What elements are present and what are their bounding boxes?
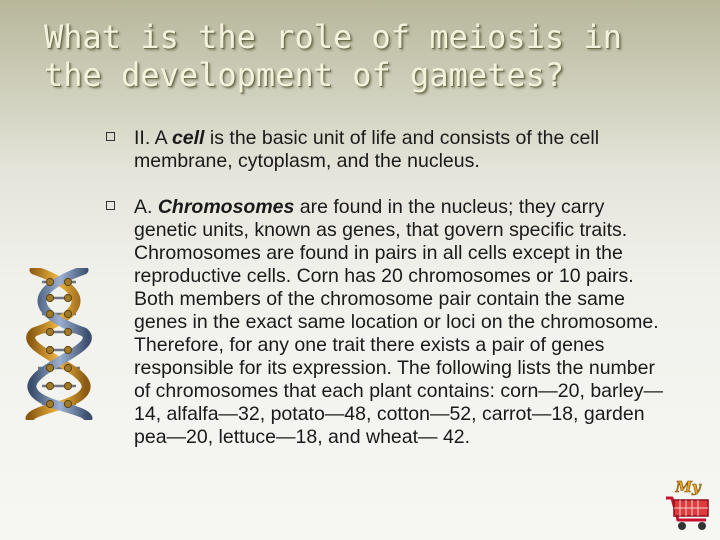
shopping-cart-logo — [662, 476, 714, 534]
dna-helix-illustration — [20, 268, 100, 420]
bullet-item — [104, 196, 664, 449]
slide-title: What is the role of meiosis in the development of gametes? — [44, 18, 622, 94]
cart-logo-text: My — [675, 478, 701, 496]
bullet-item — [104, 127, 664, 173]
bullet-prefix: A. — [134, 196, 158, 218]
square-bullet-icon — [106, 201, 115, 210]
bullet-term: Chromosomes — [157, 196, 295, 218]
bullet-term: cell — [171, 127, 205, 149]
square-bullet-icon — [106, 132, 115, 141]
bullet-prefix: II. A — [134, 127, 172, 149]
bullet-text: is the basic unit of life and consists of the cell membrane, cytoplasm, and the nucleus. — [134, 127, 600, 172]
bullet-text: are found in the nucleus; they carry genetic units, known as genes, that govern specific traits. Chromosomes are found in pairs in all cells except in the reproductive cells. Corn has 20 chromosomes or 10 pairs. Both members of the chromosome pair contain the same genes in the exact same location or loci on the chromosome. Therefore, for any one trait there exists a pair of genes responsible for its expression. The following lists the number of chromosomes that each plant contains: corn—20, barley—14, alfalfa—32, potato—48, cotton—52, carrot—18, garden pea—20, lettuce—18, and wheat— 42. — [134, 196, 663, 448]
bullet-list — [104, 127, 664, 449]
